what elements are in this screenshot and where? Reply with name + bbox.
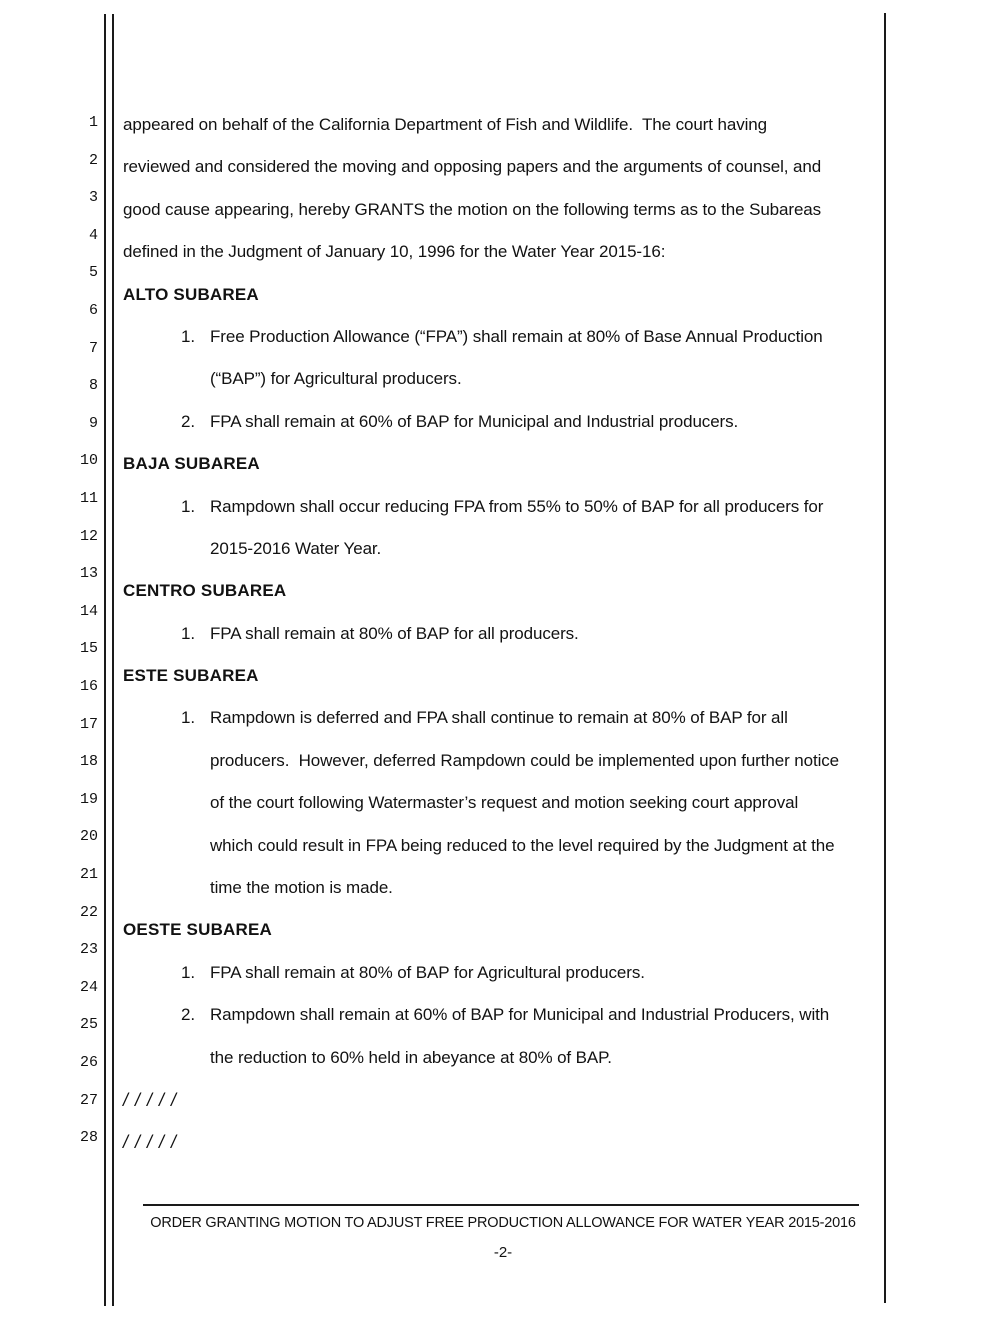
line-number: 21 [79,866,98,883]
document-body [123,104,881,1164]
subarea-heading: CENTRO SUBAREA [123,581,287,601]
line-number: 7 [88,339,98,357]
list-item-number: 2. [181,1005,195,1025]
list-item-number: 2. [181,411,195,431]
subarea-heading: OESTE SUBAREA [123,920,273,940]
line-number: 8 [88,377,98,395]
text-line: good cause appearing, hereby GRANTS the motion on the following terms as to the Subareas [123,199,822,219]
list-item-number: 1. [181,326,195,346]
text-line: appeared on behalf of the California Department of Fish and Wildlife. The court having [123,115,767,134]
line-number: 22 [79,903,98,921]
left-margin-rule-outer [104,14,106,1306]
footer-document-title: ORDER GRANTING MOTION TO ADJUST FREE PRODUCTION ALLOWANCE FOR WATER YEAR 2015-2016 [150,1215,856,1231]
list-item-text: FPA shall remain at 80% of BAP for Agricultural producers. [210,962,645,982]
text-line: reviewed and considered the moving and opposing papers and the arguments of counsel, and [123,157,822,177]
footer-page-number: -2- [493,1244,513,1261]
list-item [123,697,881,739]
line-number: 24 [79,978,98,996]
list-item-number: 1. [181,496,195,516]
subarea-heading: BAJA SUBAREA [123,454,260,474]
text-line: time the motion is made. [210,878,393,898]
placeholder-slashes: / / / / / [123,1132,178,1153]
line-number: 19 [79,790,98,808]
line-number: 6 [88,302,98,319]
list-item-number: 1. [181,708,195,728]
list-item-text: Rampdown shall remain at 60% of BAP for Municipal and Industrial Producers, with [210,1005,830,1025]
line-number: 4 [88,226,98,244]
line-number: 18 [79,753,98,771]
list-item-number: 1. [181,962,195,982]
line-number: 1 [88,114,98,131]
list-item [123,613,881,655]
list-item [123,316,881,358]
text-line: of the court following Watermaster’s request and motion seeking court approval [210,793,799,813]
line-number: 27 [79,1091,98,1109]
line-number: 23 [79,941,98,959]
list-item-text: FPA shall remain at 80% of BAP for all producers. [210,623,579,643]
line-number: 5 [88,264,98,282]
line-number: 26 [79,1054,98,1071]
text-line: defined in the Judgment of January 10, 1996 for the Water Year 2015-16: [123,242,666,262]
footer-rule [143,1204,859,1206]
list-item [123,401,881,443]
line-number: 11 [79,490,98,507]
list-item-number: 1. [181,623,195,643]
list-item-text: Rampdown shall occur reducing FPA from 55% to 50% of BAP for all producers for [210,496,824,516]
line-number: 3 [88,189,98,207]
line-number: 28 [79,1129,98,1147]
list-item [123,994,881,1036]
line-number: 9 [88,414,98,432]
line-number: 13 [79,565,98,583]
line-number: 20 [79,828,98,846]
line-number: 16 [79,678,98,695]
list-item-text: FPA shall remain at 60% of BAP for Municipal and Industrial producers. [210,411,739,431]
text-line: 2015-2016 Water Year. [210,538,382,558]
line-number: 15 [79,640,98,658]
line-number: 14 [79,602,98,620]
list-item [123,952,881,994]
text-line: which could result in FPA being reduced to the level required by the Judgment at the [210,835,835,855]
line-number: 10 [79,452,98,470]
subarea-heading: ALTO SUBAREA [123,284,259,304]
left-margin-rule-inner [112,14,114,1306]
text-line: (“BAP”) for Agricultural producers. [210,369,462,389]
list-item-text: Free Production Allowance (“FPA”) shall remain at 80% of Base Annual Production [210,326,823,346]
placeholder-slashes: / / / / / [123,1089,178,1110]
line-number: 25 [79,1016,98,1034]
text-line: the reduction to 60% held in abeyance at 80% of BAP. [210,1047,612,1067]
line-number: 12 [79,527,98,545]
list-item [123,486,881,528]
list-item-text: Rampdown is deferred and FPA shall continue to remain at 80% of BAP for all [210,708,788,728]
line-number: 2 [88,151,98,169]
subarea-heading: ESTE SUBAREA [123,666,259,686]
right-margin-rule [884,13,886,1303]
text-line: producers. However, deferred Rampdown could be implemented upon further notice [210,750,840,770]
line-number-column [0,0,100,1331]
line-number: 17 [79,715,98,733]
